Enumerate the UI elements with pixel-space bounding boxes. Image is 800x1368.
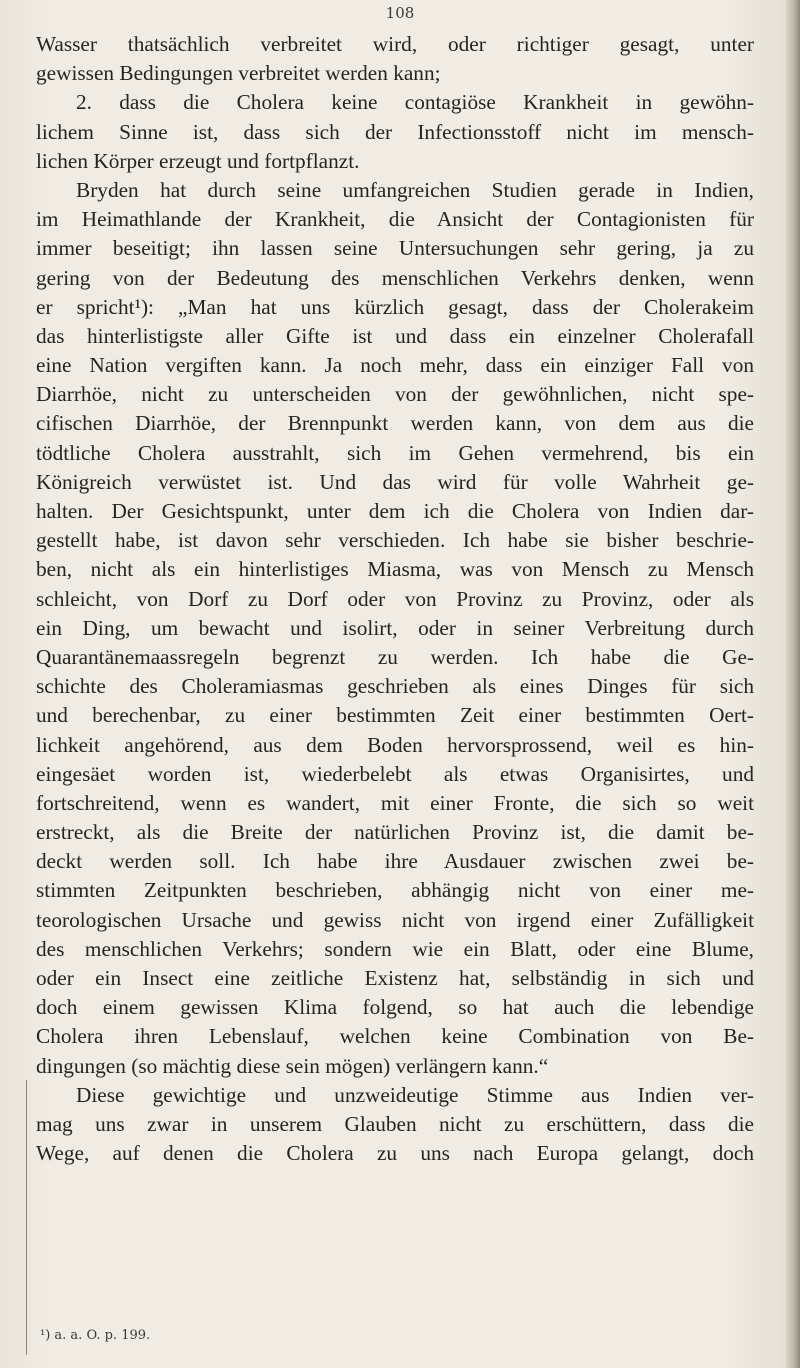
text-line: ben, nicht als ein hinterlistiges Miasma, was von Mensch zu Mensch [36,557,754,582]
footnote: ¹) a. a. O. p. 199. [40,1328,151,1343]
text-line: schichte des Choleramiasmas geschrieben als eines Dinges für sich [36,674,754,699]
text-line: Königreich verwüstet ist. Und das wird für volle Wahrheit ge- [36,469,754,494]
text-line: halten. Der Gesichtspunkt, unter dem ich die Cholera von Indien dar- [36,499,754,523]
text-line: Diarrhöe, nicht zu unterscheiden von der gewöhnlichen, nicht spe- [36,382,754,407]
body-text [36,30,754,1168]
text-line: lichkeit angehörend, aus dem Boden hervorsprossend, weil es hin- [36,732,754,757]
text-line: teorologischen Ursache und gewiss nicht von irgend einer Zufälligkeit [36,907,754,932]
text-line: doch einem gewissen Klima folgend, so hat auch die lebendige [36,995,754,1020]
text-line: eingesäet worden ist, wiederbelebt als etwas Organisirtes, und [36,761,754,786]
text-line: stimmten Zeitpunkten beschrieben, abhängig nicht von einer me- [36,878,754,903]
text-line: im Heimathlande der Krankheit, die Ansicht der Contagionisten für [36,207,754,232]
text-line: er spricht¹): „Man hat uns kürzlich gesagt, dass der Cholerakeim [36,294,754,319]
text-line: gewissen Bedingungen verbreitet werden kann; [36,61,441,86]
margin-mark [26,1080,27,1355]
text-line: oder ein Insect eine zeitliche Existenz hat, selbständig in sich und [36,966,754,990]
text-line: Quarantänemaassregeln begrenzt zu werden. Ich habe die Ge- [36,644,754,669]
text-line: Diese gewichtige und unzweideutige Stimme aus Indien ver- [76,1082,754,1107]
text-line: Wege, auf denen die Cholera zu uns nach Europa gelangt, doch [36,1141,754,1166]
page-edge-shadow [786,0,800,1368]
text-line: lichem Sinne ist, dass sich der Infectionsstoff nicht im mensch- [36,119,754,144]
text-line: ein Ding, um bewacht und isolirt, oder in seiner Verbreitung durch [36,615,754,640]
text-line: Cholera ihren Lebenslauf, welchen keine Combination von Be- [36,1024,754,1049]
text-line: Wasser thatsächlich verbreitet wird, oder richtiger gesagt, unter [36,32,754,56]
text-line: des menschlichen Verkehrs; sondern wie ein Blatt, oder eine Blume, [36,936,754,961]
text-line: tödtliche Cholera ausstrahlt, sich im Gehen vermehrend, bis ein [36,440,754,465]
text-line: lichen Körper erzeugt und fortpflanzt. [36,148,360,173]
text-line: mag uns zwar in unserem Glauben nicht zu erschüttern, dass die [36,1111,754,1136]
page-number: 108 [385,4,415,22]
text-line: eine Nation vergiften kann. Ja noch mehr, dass ein einziger Fall von [36,353,754,378]
text-line: fortschreitend, wenn es wandert, mit einer Fronte, die sich so weit [36,790,754,815]
text-line: cifischen Diarrhöe, der Brennpunkt werden kann, von dem aus die [36,411,754,436]
text-line: 2. dass die Cholera keine contagiöse Krankheit in gewöhn- [76,90,754,115]
text-line: und berechenbar, zu einer bestimmten Zeit einer bestimmten Oert- [36,703,754,728]
text-line: das hinterlistigste aller Gifte ist und dass ein einzelner Cholerafall [36,323,754,348]
text-line: schleicht, von Dorf zu Dorf oder von Provinz zu Provinz, oder als [36,586,754,611]
text-line: dingungen (so mächtig diese sein mögen) verlängern kann.“ [36,1053,549,1078]
text-line: immer beseitigt; ihn lassen seine Untersuchungen sehr gering, ja zu [36,236,754,261]
text-line: gering von der Bedeutung des menschlichen Verkehrs denken, wenn [36,265,754,290]
text-line: deckt werden soll. Ich habe ihre Ausdauer zwischen zwei be- [36,849,754,874]
text-line: erstreckt, als die Breite der natürlichen Provinz ist, die damit be- [36,820,754,845]
text-line: Bryden hat durch seine umfangreichen Studien gerade in Indien, [76,177,754,202]
text-line: gestellt habe, ist davon sehr verschieden. Ich habe sie bisher beschrie- [36,528,754,553]
